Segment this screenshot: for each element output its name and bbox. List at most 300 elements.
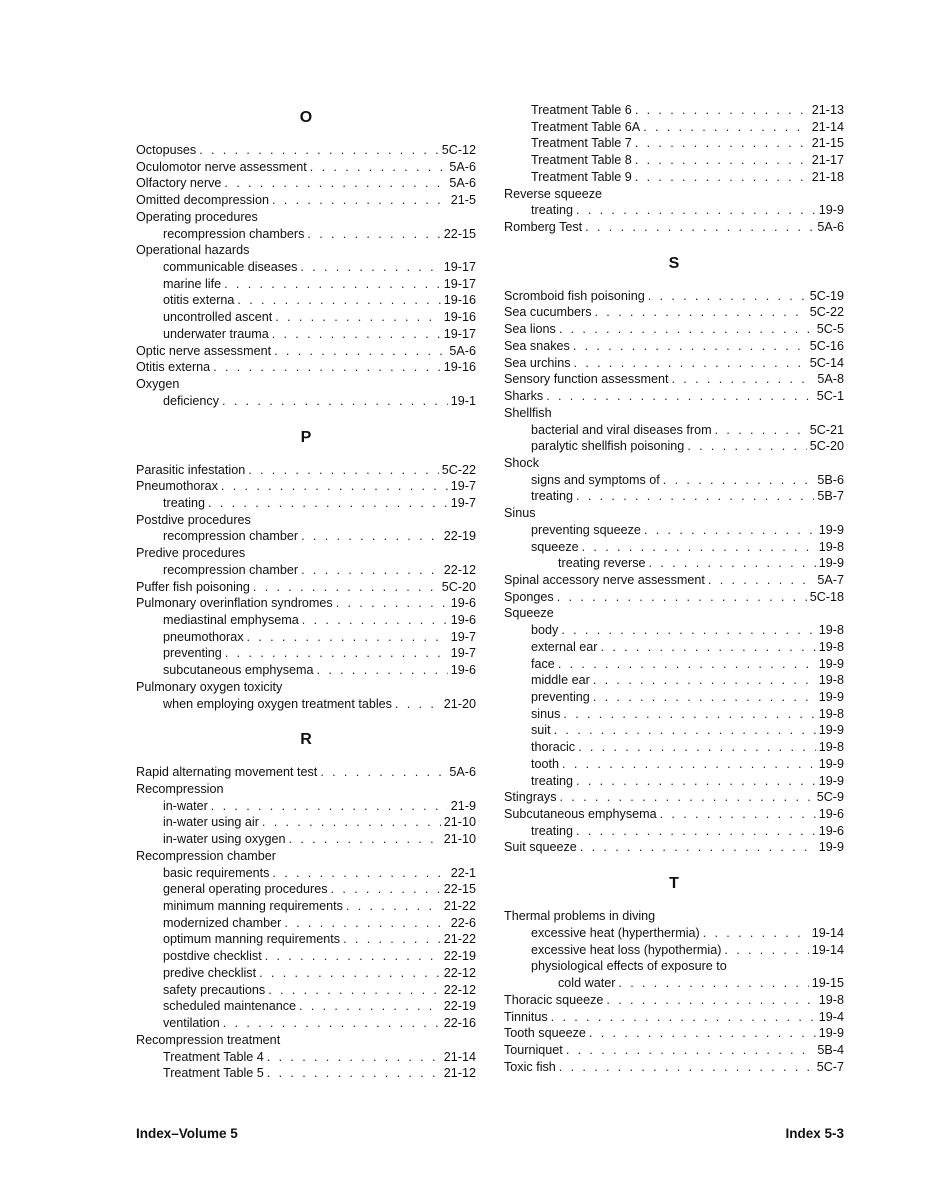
entry-term: in-water using air <box>163 815 259 830</box>
dot-leader <box>635 135 809 152</box>
index-subentry <box>136 1049 476 1066</box>
dot-leader <box>272 192 448 209</box>
dot-leader <box>267 1065 441 1082</box>
dot-leader <box>559 321 814 338</box>
entry-page-ref: 21-22 <box>443 899 476 914</box>
dot-leader <box>221 478 448 495</box>
entry-page-ref: 19-9 <box>818 203 844 218</box>
index-entry <box>136 545 476 562</box>
dot-leader <box>576 773 816 790</box>
entry-term: signs and symptoms of <box>531 472 660 487</box>
entry-term: Shellfish <box>504 405 552 420</box>
index-entry <box>504 839 844 856</box>
entry-page-ref: 19-9 <box>818 656 844 671</box>
dot-leader <box>346 898 441 915</box>
entry-term: physiological effects of exposure to <box>531 959 727 974</box>
dot-leader <box>574 355 807 372</box>
dot-leader <box>554 722 816 739</box>
index-entry <box>136 192 476 209</box>
entry-term: Omitted decompression <box>136 193 269 208</box>
dot-leader <box>672 371 815 388</box>
entry-term: paralytic shellfish poisoning <box>531 439 685 454</box>
footer-volume-label: Index–Volume 5 <box>136 1126 238 1141</box>
dot-leader <box>259 965 441 982</box>
index-subentry <box>504 739 844 756</box>
entry-page-ref: 19-6 <box>818 807 844 822</box>
index-subentry <box>136 226 476 243</box>
entry-page-ref: 5C-18 <box>809 589 844 604</box>
dot-leader <box>223 1015 441 1032</box>
entry-term: squeeze <box>531 539 579 554</box>
entry-term: Oculomotor nerve assessment <box>136 159 307 174</box>
dot-leader <box>708 572 814 589</box>
dot-leader <box>272 326 441 343</box>
entry-term: Subcutaneous emphysema <box>504 807 657 822</box>
dot-leader <box>208 495 448 512</box>
index-subentry <box>136 898 476 915</box>
index-letter-heading: O <box>299 109 313 126</box>
entry-term: Pulmonary overinflation syndromes <box>136 596 333 611</box>
index-subentry <box>136 259 476 276</box>
index-entry <box>136 175 476 192</box>
dot-leader <box>317 662 448 679</box>
dot-leader <box>546 388 814 405</box>
entry-term: communicable diseases <box>163 260 298 275</box>
entry-term: Pneumothorax <box>136 479 218 494</box>
index-subentry <box>504 706 844 723</box>
entry-page-ref: 19-9 <box>818 773 844 788</box>
index-subentry <box>504 942 844 959</box>
dot-leader <box>644 522 816 539</box>
entry-page-ref: 21-12 <box>443 1066 476 1081</box>
dot-leader <box>660 806 816 823</box>
index-subentry <box>504 539 844 556</box>
index-entry <box>136 376 476 393</box>
entry-page-ref: 19-7 <box>450 629 476 644</box>
entry-term: Postdive procedures <box>136 512 251 527</box>
index-subentry <box>136 915 476 932</box>
dot-leader <box>606 992 815 1009</box>
index-subentry <box>136 662 476 679</box>
entry-term: face <box>531 656 555 671</box>
dot-leader <box>589 1025 816 1042</box>
entry-page-ref: 22-15 <box>443 226 476 241</box>
index-entry <box>504 589 844 606</box>
entry-page-ref: 5A-6 <box>817 220 844 235</box>
entry-term: modernized chamber <box>163 915 282 930</box>
index-subentry <box>504 689 844 706</box>
entry-term: treating reverse <box>558 556 646 571</box>
dot-leader <box>262 814 441 831</box>
section-gap <box>504 236 844 248</box>
dot-leader <box>222 393 448 410</box>
dot-leader <box>576 202 816 219</box>
entry-term: Rapid alternating movement test <box>136 765 318 780</box>
index-entry <box>504 338 844 355</box>
entry-page-ref: 21-20 <box>443 696 476 711</box>
entry-page-ref: 5A-6 <box>449 343 476 358</box>
dot-leader <box>395 696 441 713</box>
dot-leader <box>320 764 446 781</box>
entry-page-ref: 5C-16 <box>809 338 844 353</box>
entry-page-ref: 19-7 <box>450 495 476 510</box>
dot-leader <box>643 119 809 136</box>
entry-page-ref: 21-9 <box>450 798 476 813</box>
entry-term: Tooth squeeze <box>504 1026 586 1041</box>
entry-page-ref: 19-6 <box>450 596 476 611</box>
entry-term: Treatment Table 7 <box>531 136 632 151</box>
index-subentry <box>504 169 844 186</box>
index-entry <box>504 908 844 925</box>
index-subentry <box>136 948 476 965</box>
dot-leader <box>267 1049 441 1066</box>
index-subentry <box>136 645 476 662</box>
entry-term: Reverse squeeze <box>504 186 603 201</box>
entry-term: Operating procedures <box>136 209 258 224</box>
dot-leader <box>247 629 448 646</box>
index-entry <box>504 455 844 472</box>
index-subentry <box>504 119 844 136</box>
index-entry <box>504 1042 844 1059</box>
entry-term: Recompression treatment <box>136 1032 281 1047</box>
entry-page-ref: 5A-6 <box>449 765 476 780</box>
entry-term: Pulmonary oxygen toxicity <box>136 679 283 694</box>
index-subentry <box>504 958 844 975</box>
dot-leader <box>561 622 815 639</box>
dot-leader <box>224 276 441 293</box>
entry-page-ref: 19-16 <box>443 310 476 325</box>
dot-leader <box>274 343 446 360</box>
entry-term: subcutaneous emphysema <box>163 663 314 678</box>
index-entry <box>504 605 844 622</box>
entry-page-ref: 5C-12 <box>441 143 476 157</box>
entry-term: treating <box>163 495 206 510</box>
index-subentry <box>504 102 844 119</box>
entry-page-ref: 19-1 <box>450 393 476 408</box>
index-subentry <box>136 814 476 831</box>
entry-page-ref: 22-15 <box>443 882 476 897</box>
dot-leader <box>649 555 816 572</box>
entry-page-ref: 5C-22 <box>441 462 476 477</box>
dot-leader <box>336 595 448 612</box>
entry-page-ref: 5B-6 <box>817 472 844 487</box>
index-subentry <box>504 622 844 639</box>
entry-term: recompression chamber <box>163 529 299 544</box>
entry-page-ref: 21-14 <box>811 119 844 134</box>
dot-leader <box>560 789 814 806</box>
entry-page-ref: 21-17 <box>811 153 844 168</box>
entry-term: treating <box>531 773 574 788</box>
dot-leader <box>275 309 441 326</box>
entry-term: pneumothorax <box>163 629 244 644</box>
dot-leader <box>331 881 441 898</box>
index-entry <box>504 1009 844 1026</box>
index-subentry <box>504 422 844 439</box>
index-subentry <box>136 798 476 815</box>
entry-term: preventing squeeze <box>531 522 641 537</box>
footer-page-number: Index 5-3 <box>785 1126 844 1141</box>
index-subentry <box>504 555 844 572</box>
entry-term: Treatment Table 4 <box>163 1049 264 1064</box>
entry-page-ref: 22-1 <box>450 865 476 880</box>
entry-page-ref: 19-15 <box>811 976 844 991</box>
entry-page-ref: 5C-21 <box>809 422 844 437</box>
dot-leader <box>301 562 441 579</box>
entry-page-ref: 19-14 <box>811 925 844 940</box>
index-entry <box>136 159 476 176</box>
entry-term: middle ear <box>531 673 590 688</box>
index-entry <box>504 806 844 823</box>
index-subentry <box>136 393 476 410</box>
entry-term: Olfactory nerve <box>136 176 222 191</box>
dot-leader <box>248 462 438 479</box>
index-entry <box>136 764 476 781</box>
entry-term: tooth <box>531 756 560 771</box>
index-entry <box>136 781 476 798</box>
index-letter-heading: R <box>300 731 312 749</box>
dot-leader <box>284 915 447 932</box>
dot-leader <box>635 152 809 169</box>
entry-page-ref: 22-12 <box>443 965 476 980</box>
entry-term: Parasitic infestation <box>136 462 246 477</box>
entry-page-ref: 5C-9 <box>816 790 844 805</box>
entry-term: optimum manning requirements <box>163 932 341 947</box>
entry-page-ref: 5A-6 <box>449 159 476 174</box>
entry-page-ref: 5A-6 <box>449 176 476 191</box>
entry-term: treating <box>531 203 574 218</box>
index-column-left <box>136 102 476 1082</box>
index-subentry <box>136 528 476 545</box>
entry-term: recompression chamber <box>163 562 299 577</box>
index-entry <box>504 572 844 589</box>
dot-leader <box>562 756 816 773</box>
entry-term: Shock <box>504 455 540 470</box>
index-subentry <box>504 639 844 656</box>
dot-leader <box>253 579 439 596</box>
index-subentry <box>136 309 476 326</box>
entry-page-ref: 21-10 <box>443 815 476 830</box>
dot-leader <box>558 656 816 673</box>
dot-leader <box>301 528 441 545</box>
index-entry <box>136 142 476 159</box>
index-subentry <box>136 965 476 982</box>
dot-leader <box>237 292 440 309</box>
index-subentry <box>136 982 476 999</box>
index-entry <box>136 579 476 596</box>
entry-term: Operational hazards <box>136 243 250 258</box>
entry-page-ref: 22-12 <box>443 562 476 577</box>
dot-leader <box>199 142 438 159</box>
entry-page-ref: 5C-20 <box>809 439 844 454</box>
index-entry <box>504 219 844 236</box>
entry-term: Tinnitus <box>504 1009 548 1024</box>
index-entry <box>136 209 476 226</box>
dot-leader <box>272 865 447 882</box>
entry-page-ref: 19-6 <box>818 823 844 838</box>
entry-term: Scromboid fish poisoning <box>504 288 645 303</box>
index-subentry <box>136 292 476 309</box>
entry-page-ref: 19-8 <box>818 623 844 638</box>
entry-page-ref: 5C-19 <box>809 288 844 303</box>
index-subentry <box>136 881 476 898</box>
index-subentry <box>136 612 476 629</box>
entry-term: Treatment Table 6 <box>531 103 632 117</box>
index-entry <box>136 595 476 612</box>
entry-term: Sensory function assessment <box>504 372 669 387</box>
entry-page-ref: 19-9 <box>818 690 844 704</box>
dot-leader <box>563 706 815 723</box>
dot-leader <box>225 645 448 662</box>
entry-term: when employing oxygen treatment tables <box>163 696 392 711</box>
entry-term: Toxic fish <box>504 1059 556 1074</box>
entry-term: Treatment Table 9 <box>531 169 632 184</box>
entry-term: Stingrays <box>504 790 557 805</box>
index-subentry <box>504 672 844 689</box>
entry-page-ref: 22-12 <box>443 982 476 997</box>
entry-term: Recompression chamber <box>136 848 276 863</box>
entry-term: Sea urchins <box>504 355 571 370</box>
entry-term: Treatment Table 5 <box>163 1066 264 1081</box>
dot-leader <box>551 1009 816 1026</box>
entry-page-ref: 22-6 <box>450 915 476 930</box>
entry-term: Tourniquet <box>504 1042 563 1057</box>
dot-leader <box>566 1042 815 1059</box>
entry-term: preventing <box>163 646 222 661</box>
entry-page-ref: 21-5 <box>450 193 476 208</box>
entry-term: postdive checklist <box>163 949 262 964</box>
index-subentry <box>504 438 844 455</box>
dot-leader <box>576 823 816 840</box>
entry-page-ref: 21-13 <box>811 103 844 117</box>
entry-term: treating <box>531 823 574 838</box>
entry-term: Sea lions <box>504 322 556 337</box>
section-gap <box>504 856 844 868</box>
index-subentry <box>136 998 476 1015</box>
index-subentry <box>504 823 844 840</box>
index-subentry <box>136 831 476 848</box>
entry-term: scheduled maintenance <box>163 999 297 1014</box>
entry-page-ref: 19-16 <box>443 360 476 375</box>
entry-term: sinus <box>531 706 561 721</box>
index-entry <box>136 462 476 479</box>
index-subentry <box>504 773 844 790</box>
index-entry <box>136 512 476 529</box>
index-entry <box>136 679 476 696</box>
dot-leader <box>585 219 814 236</box>
entry-page-ref: 19-17 <box>443 326 476 341</box>
section-gap <box>136 410 476 422</box>
dot-leader <box>573 338 807 355</box>
index-entry <box>504 186 844 203</box>
entry-page-ref: 21-18 <box>811 169 844 184</box>
entry-page-ref: 19-8 <box>818 639 844 654</box>
entry-term: minimum manning requirements <box>163 899 343 914</box>
entry-page-ref: 22-19 <box>443 529 476 544</box>
entry-term: Spinal accessory nerve assessment <box>504 572 705 587</box>
dot-leader <box>578 739 816 756</box>
dot-leader <box>593 672 816 689</box>
dot-leader <box>289 831 441 848</box>
entry-term: Otitis externa <box>136 360 211 375</box>
index-letter-heading: P <box>300 428 312 446</box>
entry-term: Suit squeeze <box>504 840 577 855</box>
entry-term: basic requirements <box>163 865 270 880</box>
dot-leader <box>601 639 816 656</box>
entry-term: Recompression <box>136 782 224 796</box>
dot-leader <box>635 102 809 119</box>
index-entry <box>504 1059 844 1076</box>
entry-page-ref: 21-14 <box>443 1049 476 1064</box>
entry-term: Sponges <box>504 589 554 604</box>
entry-term: Octopuses <box>136 143 197 157</box>
index-subentry <box>136 1015 476 1032</box>
index-subentry <box>504 975 844 992</box>
dot-leader <box>557 589 807 606</box>
index-subentry <box>136 696 476 713</box>
index-entry <box>504 304 844 321</box>
index-subentry <box>504 135 844 152</box>
entry-term: Treatment Table 8 <box>531 153 632 168</box>
dot-leader <box>648 288 807 305</box>
entry-term: otitis externa <box>163 293 235 308</box>
index-subentry <box>504 488 844 505</box>
entry-term: thoracic <box>531 740 576 755</box>
entry-page-ref: 21-15 <box>811 136 844 151</box>
index-letter-heading: T <box>669 875 679 893</box>
index-subentry <box>136 865 476 882</box>
entry-page-ref: 19-17 <box>443 260 476 275</box>
index-subentry <box>136 562 476 579</box>
entry-term: Sinus <box>504 506 536 521</box>
index-entry <box>136 478 476 495</box>
dot-leader <box>211 798 448 815</box>
index-subentry <box>136 495 476 512</box>
index-subentry <box>504 756 844 773</box>
entry-term: underwater trauma <box>163 326 269 341</box>
entry-term: marine life <box>163 276 222 291</box>
dot-leader <box>715 422 807 439</box>
index-subentry <box>504 722 844 739</box>
entry-term: safety precautions <box>163 982 266 997</box>
entry-page-ref: 19-9 <box>818 1026 844 1041</box>
dot-leader <box>595 304 807 321</box>
index-column-right <box>504 102 844 1075</box>
entry-page-ref: 19-7 <box>450 646 476 661</box>
index-subentry <box>504 202 844 219</box>
index-entry <box>504 789 844 806</box>
index-entry <box>504 992 844 1009</box>
entry-page-ref: 19-8 <box>818 706 844 721</box>
dot-leader <box>663 472 815 489</box>
entry-page-ref: 19-7 <box>450 479 476 494</box>
entry-term: deficiency <box>163 393 220 408</box>
entry-term: Predive procedures <box>136 546 246 561</box>
entry-page-ref: 19-8 <box>818 740 844 755</box>
entry-page-ref: 5C-7 <box>816 1059 844 1074</box>
entry-term: uncontrolled ascent <box>163 310 273 325</box>
index-subentry <box>504 152 844 169</box>
index-subentry <box>136 326 476 343</box>
entry-page-ref: 19-16 <box>443 293 476 308</box>
entry-page-ref: 19-6 <box>450 612 476 627</box>
entry-term: body <box>531 623 559 638</box>
entry-term: Sea cucumbers <box>504 305 592 320</box>
entry-term: bacterial and viral diseases from <box>531 422 712 437</box>
dot-leader <box>618 975 808 992</box>
entry-term: general operating procedures <box>163 882 328 897</box>
entry-term: Romberg Test <box>504 220 583 235</box>
entry-term: recompression chambers <box>163 226 305 241</box>
